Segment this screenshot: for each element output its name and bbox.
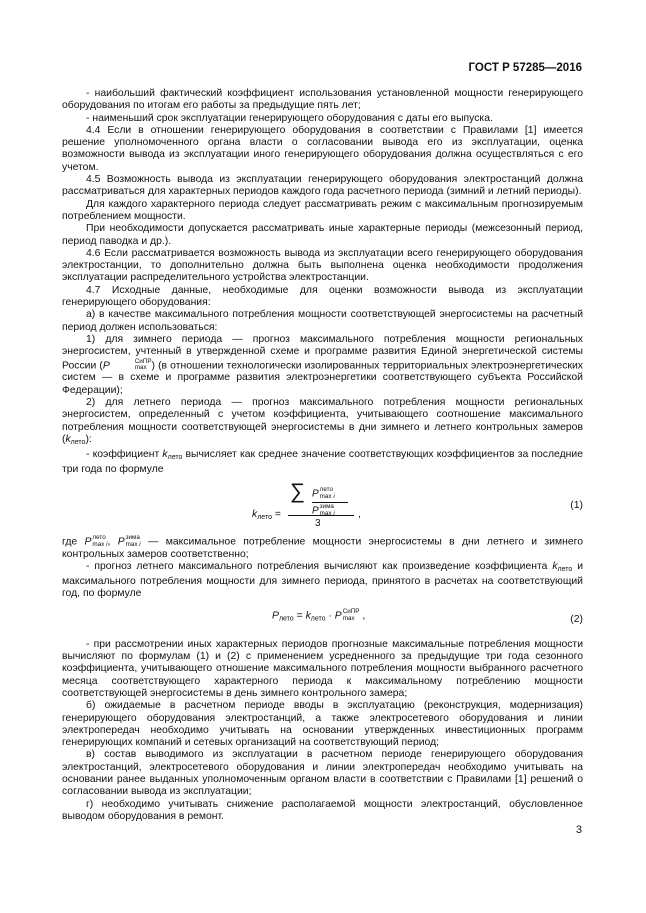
item-v: в) состав выводимого из эксплуатации в расчетном периоде генерирующего оборудования электростанций, электросетевого оборудования и линии электропередач необходимо учитывать на основании ранее выданных уполномоченным органом власти в соответствии с Правилами [1] решений о согласовании вывода из эксплуатации;	[62, 749, 583, 798]
denominator-p-zima: P зима max i	[312, 502, 335, 517]
coefficient-paragraph: - коэффициент $k_{лето}$ вычисляет как среднее значение соответствующих коэффициентов за последние три года по формуле	[62, 449, 583, 476]
sum-sign: ∑	[290, 479, 305, 503]
summer-forecast-paragraph: - прогноз летнего максимального потребления вычисляют как произведение коэффициента $k_{лето}$ и максимального потребления мощности для зимнего периода, принятого в расчетах на соответствующий год, по формуле	[62, 560, 583, 600]
main-fraction-line	[288, 515, 354, 516]
item-1-winter: 1) для зимнего периода — прогноз максимального потребления мощности региональных энергосистем, учтенный в утвержденной схеме и программе развития Единой энергетической системы России (P СиПР max ) (в отношении технологически изолированных территориальных электроэнергетических систем — в схеме и программе развития электроэнергетики соответствующего субъекта Российской Федерации);	[62, 333, 583, 396]
denominator-three: 3	[315, 517, 321, 529]
document-body	[62, 88, 583, 823]
paragraph-4-7: 4.7 Исходные данные, необходимые для оценки возможности вывода из эксплуатации генерирующего оборудования:	[62, 284, 583, 309]
equation-number-2: (2)	[570, 613, 583, 625]
paragraph: Для каждого характерного периода следует рассматривать режим с максимальным прогнозируемым потреблением мощности.	[62, 198, 583, 222]
paragraph: - наибольший фактический коэффициент использования установленной мощности генерирующего оборудования по итогам его работы за предыдущие пять лет;	[62, 88, 583, 112]
document-header: ГОСТ Р 57285—2016	[468, 62, 582, 74]
formula-2	[62, 607, 583, 633]
paragraph: При необходимости допускается рассматривать иные характерные периоды (межсезонный период, период паводка и др.).	[62, 223, 583, 247]
item-2-summer: 2) для летнего периода — прогноз максимального потребления мощности региональных энергосистем, определенный с учетом коэффициента, учитывающего соотношение максимального потребления мощности соответствующей энергосистемы в дни зимнего и летнего контрольных замеров $(k_{лето})$:	[62, 396, 583, 446]
formula-comma: ,	[358, 508, 361, 520]
item-b: б) ожидаемые в расчетном периоде вводы в эксплуатацию (реконструкция, модернизация) генерирующего оборудования электростанций, а также электросетевого оборудования и линии электропередач необходимо учитывать на основании утвержденных инвестиционных программ генерирующих компаний и сетевых организаций на соответствующий период;	[62, 700, 583, 749]
where-paragraph: где P лето max i , P зима max i — максимальное потребление мощности энергосистемы в дни летнего и зимнего контрольных замеров соответственно;	[62, 533, 583, 560]
numerator-p-leto: P лето max i	[312, 485, 335, 500]
paragraph-4-4: 4.4 Если в отношении генерирующего оборудования в соответствии с Правилами [1] имеется решение уполномоченного органа власти о согласовании вывода его из эксплуатации, оценка возможности вывода из эксплуатации иного генерирующего оборудования должна осуществляться с его учетом.	[62, 124, 583, 173]
paragraph-4-5: 4.5 Возможность вывода из эксплуатации генерирующего оборудования электростанций должна рассматриваться для характерных периодов каждого года расчетного периода (зимний и летний периоды).	[62, 174, 583, 198]
formula-1-lhs: $k_{лето}$ =	[252, 508, 281, 521]
other-periods-paragraph: - при рассмотрении иных характерных периодов прогнозные максимальные потребления мощности вычисляют по формулам (1) и (2) с применением усредненного за предыдущие три года сезонного коэффициента, учитывающего отношение максимального потребления мощности выбранного расчетного месяца соответствующего характерного периода к максимальному потреблению мощности соответствующей энергосистемы в день зимнего контрольного замера;	[62, 638, 583, 699]
formula-1-expression	[252, 479, 372, 529]
item-g: г) необходимо учитывать снижение располагаемой мощности электростанций, обусловленное выводом оборудования в ремонт.	[62, 798, 583, 822]
formula-1	[62, 479, 583, 529]
equation-number-1: (1)	[570, 499, 583, 511]
paragraph-4-6: 4.6 Если рассматривается возможность вывода из эксплуатации всего генерирующего оборудования электростанции, то дополнительно должна быть выполнена оценка необходимости продолжения эксплуатации распределительного устройства электростанции.	[62, 247, 583, 284]
formula-2-expression: $P_{лето} = k_{лето} \cdot P$ СиПР max ,	[272, 607, 366, 623]
page-number: 3	[575, 824, 582, 836]
paragraph: - наименьший срок эксплуатации генерирующего оборудования с даты его выпуска.	[86, 112, 493, 124]
item-a: а) в качестве максимального потребления мощности соответствующей энергосистемы на расчетный период должен использоваться:	[62, 309, 583, 333]
